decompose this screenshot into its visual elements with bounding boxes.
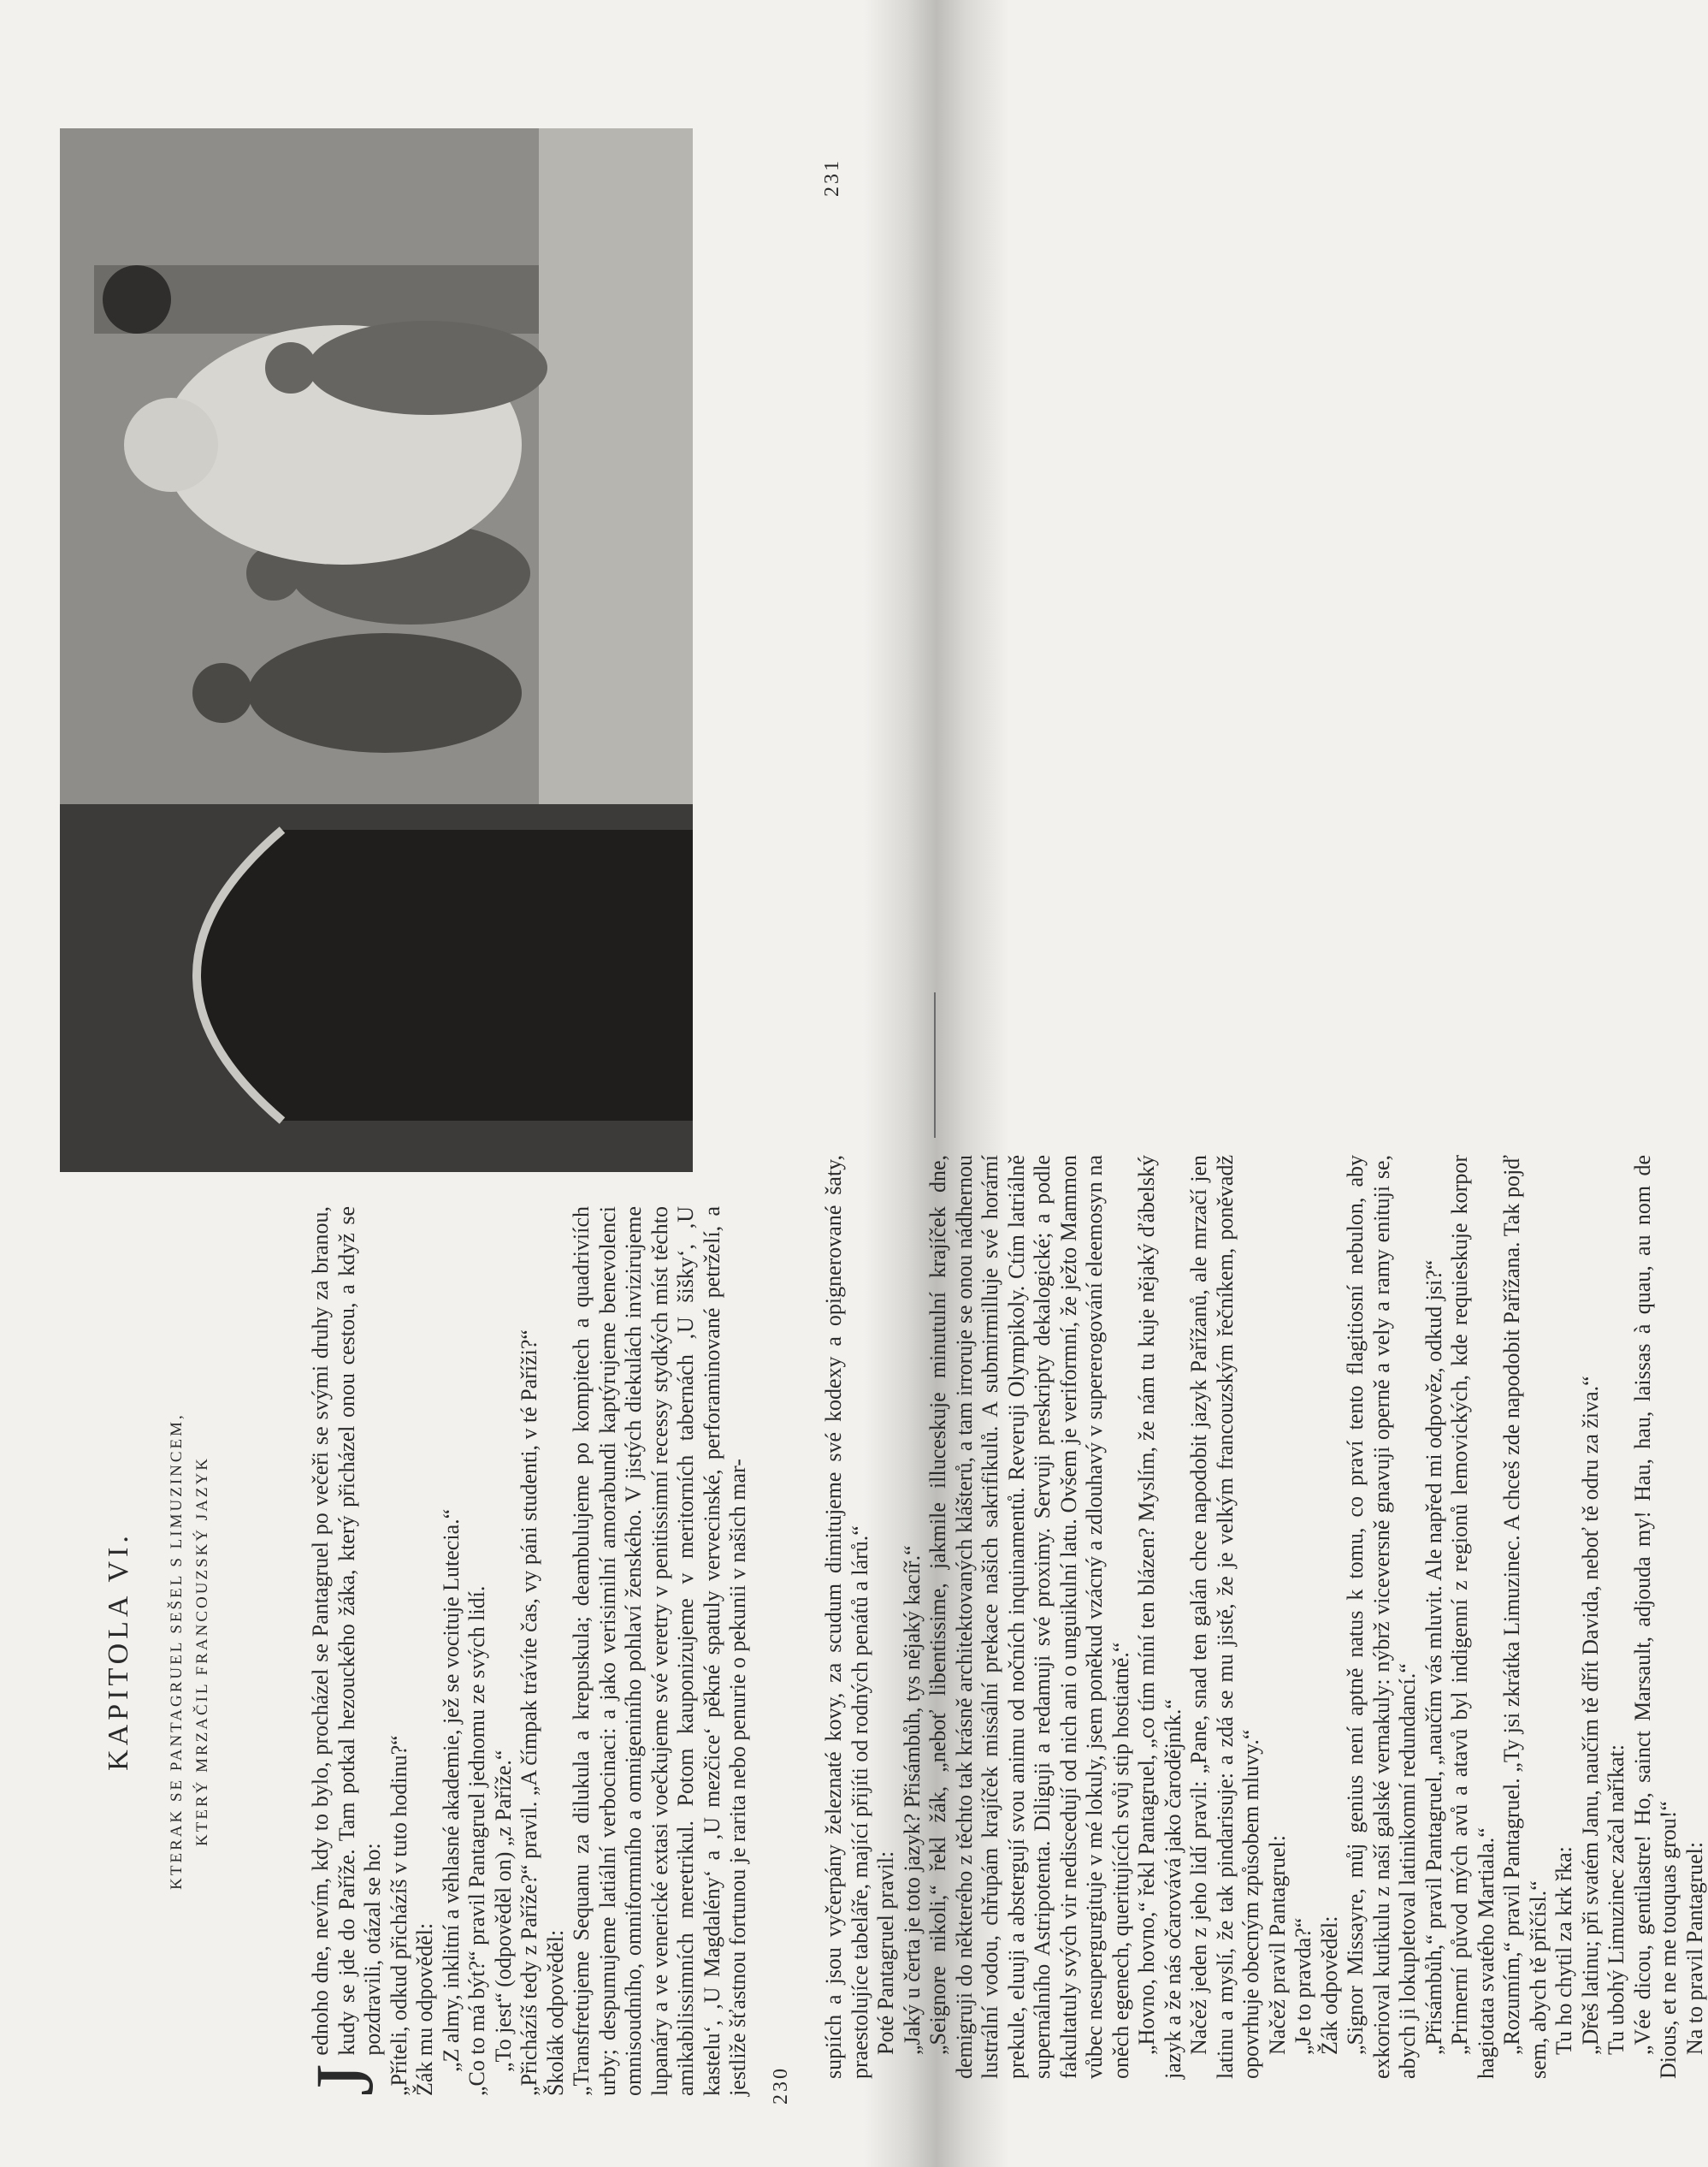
paragraph: „Transfretujeme Sequanu za dilukula a krepuskula; deambulujeme po kompitech a quadriviích urby; despumujeme latiální verbocinaci: a jako verisimilní amorabundi kaptýrujeme benevolenci omnisoudního, omniformního a omnigeniního pohlaví ženského. V jistých diekulách invizirujeme lupanáry a ve venerické extasi voečkujeme své veretry v penitissimní recessy stydkých míst těchto amikabilissimních meretrikul. Potom kauponizujeme v meritorních tabernách ‚U šišky‘, ‚U kastelu‘, ‚U Magdalény‘ a ‚U mezčice‘ pěkné spatuly vervecinské, perforaminované petrželí, a jestliže šťastnou fortunou je rarita nebo penurie o pekunii v našich mar-: [569, 1206, 750, 2096]
paragraph: „Primerní původ mých avů a atavů byl indigenní z regionů lemovických, kde requieskuje korpor hagiotata svatého Martiala.“: [1447, 1155, 1498, 2079]
paragraph: Na to pravil Pantagruel:: [1681, 1841, 1707, 2055]
chapter-subtitle-line1: KTERAK SE PANTAGRUEL SEŠEL S LIMUZINCEM,: [168, 1412, 186, 1890]
paragraph: „Seignore nikoli,“ řekl žák, „neboť libentissime, jakmile illuceskuje minutulní krajíček dne, demigruji do některého z těchto tak krásně architektovaných klášterů, a tam irroruje se onou nádhernou lustrální vodou, chřupám krajíček missální prekace našich sakrifikulů. A submirmilluje své horární prekule, eluuji a abstergují svou animu od nočních inquinamentů. Reveruji Olympikoly. Ctím latriálně supernálního Astripotenta. Diliguji a redamuji své proximy. Servuji preskripty dekalogické; a podle fakultatuly svých vir nediscedují od nich ani o unguikulní latu. Ovšem je veriformní, že ježto Mammon vůbec nesupergurgituje v mé lokuly, jsem poněkud vzácný a zdlouhavý v supererogování eleemosyn na oněch egenech, queritujících svůj stip hostiatně.“: [925, 1155, 1133, 2079]
paragraph: Žák odpověděl:: [1316, 1915, 1342, 2055]
paragraph: „Hovno, hovno,“ řekl Pantagruel, „co tím míní ten blázen? Myslím, že nám tu kuje nějaký ďábelský jazyk a že nás očarovává jako čarodějník.“: [1134, 1155, 1185, 2079]
chapter-title: KAPITOLA VI.: [103, 1531, 134, 1771]
paragraph: Poté Pantagruel pravil:: [873, 1850, 898, 2055]
paragraph: „Co to má být?“ pravil Pantagruel jednomu ze svých lidí.: [464, 1585, 489, 2096]
right-page: [813, 77, 1707, 2113]
paragraph: Načež jeden z jeho lidí pravil: „Pane, snad ten galán chce napodobit jazyk Pařížanů, ale mrzačí jen latinu a myslí, že tak pindarisuje: a zdá se mu jistě, že je velkým francouzským řečníkem, poněvadž opovrhuje obecným způsobem mluvy.“: [1186, 1155, 1263, 2079]
paragraph: „Dřeš latinu; při svatém Janu, naučím tě dřít Davida, neboť tě odru za živa.“: [1577, 1376, 1603, 2055]
chapter-subtitle-line2: KTERÝ MRZAČIL FRANCOUZSKÝ JAZYK: [193, 1456, 211, 1846]
paragraph: Načež pravil Pantagruel:: [1264, 1835, 1290, 2055]
left-body-text: [298, 1206, 752, 2096]
paragraph: „Přisámbůh,“ pravil Pantagruel, „naučím vás mluvit. Ale napřed mi odpověz, odkud jsi?“: [1421, 1259, 1446, 2055]
paragraph: „Signor Missayre, můj genius není aptně natus k tomu, co praví tento flagitiosní nebulon, aby exkorioval kutikulu z naší galské vernakuly: nýbrž viceversně gnavuji operně a vely a ramy enituji se, abych ji lokupletoval latinikomní redundancí.“: [1343, 1155, 1420, 2079]
chapter-heading: [103, 1206, 216, 2096]
paragraph: supiích a jsou vyčerpány železnaté kovy, za scudum dimitujeme své kodexy a opignerované šaty, praestolujíce tabeláře, mající přijíti od rodných penátů a lárů.“: [821, 1155, 872, 2079]
drop-cap: J: [298, 2063, 390, 2096]
engraving-figures: [60, 128, 693, 1172]
paragraph: „Příteli, odkud přicházíš v tuto hodinu?“: [386, 1735, 411, 2096]
paragraph: Žák mu odpověděl:: [412, 1922, 437, 2096]
paragraph: „Z almy, inklitní a věhlasné akademie, jež se vocituje Lutecia.“: [438, 1508, 464, 2072]
right-body-text: [821, 1155, 1708, 2079]
paragraph: „Vée dicou, gentilastre! Ho, sainct Marsault, adjouda my! Hau, hau, laissas à quau, au nom de Dious, et ne me touquas grou!“: [1629, 1155, 1681, 2079]
paragraph: „Jaký u čerta je toto jazyk? Přisámbůh, tys nějaký kacíř.“: [899, 1545, 925, 2055]
paragraph: Školák odpověděl:: [542, 1929, 568, 2096]
paragraph: „Přicházíš tedy z Paříže?“ pravil. „A čímpak trávíte čas, vy páni studenti, v té Paříži?“: [517, 1329, 541, 2096]
page-number: 231: [821, 158, 843, 197]
page-number: 230: [770, 2066, 792, 2105]
paragraph: Tu ubohý Limuzinec začal naříkat:: [1604, 1744, 1628, 2055]
paragraph-text: ednoho dne, nevím, kdy to bylo, procházel se Pantagruel po večeři se svými druhy za branou, kudy se jde do Paříže. Tam potkal hezouckého žáka, který přicházel onou cestou, a když se pozdravili, otázal se ho:: [308, 1206, 385, 2056]
left-page: [51, 77, 795, 2113]
paragraph: Tu ho chytil za krk řka:: [1551, 1846, 1576, 2055]
engraving-illustration: [60, 128, 693, 1172]
paragraph: „Je to pravda?“: [1291, 1917, 1315, 2055]
paragraph: „To jest“ (odpověděl on) „z Paříže.“: [490, 1750, 516, 2072]
opening-paragraph: [298, 1206, 390, 2096]
paragraph: „Rozumím,“ pravil Pantagruel. „Ty jsi zkrátka Limuzinec. A chceš zde napodobit Pařížana. Tak pojď sem, abych tě přičísl.“: [1499, 1155, 1551, 2079]
